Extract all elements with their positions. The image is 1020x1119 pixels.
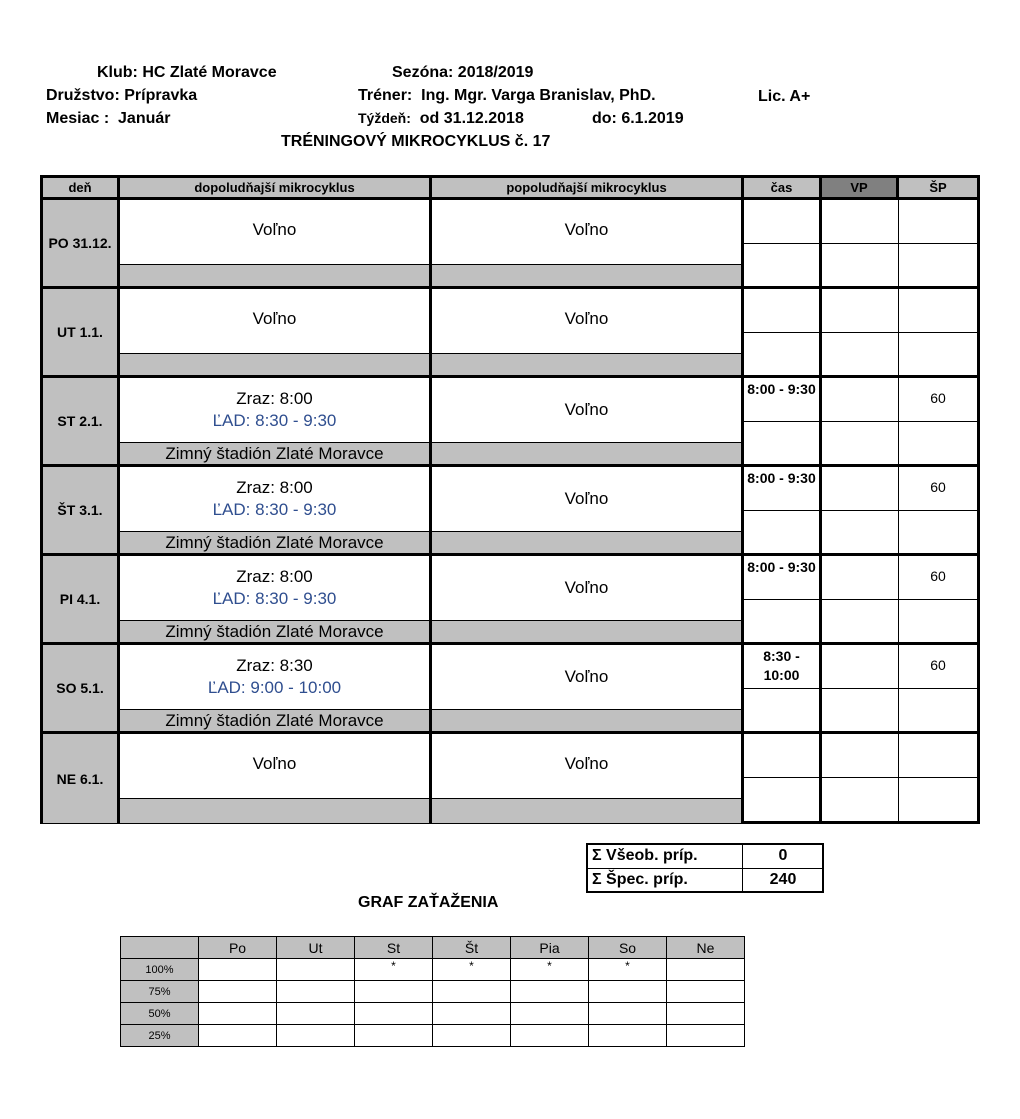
afternoon-location (432, 265, 744, 289)
vp-cell-lower (822, 778, 899, 823)
column-header-afternoon: popoludňajší mikrocyklus (432, 178, 744, 200)
afternoon-activity: Voľno (432, 645, 744, 710)
graph-level-row (121, 981, 745, 1003)
afternoon-activity: Voľno (432, 378, 744, 443)
week-from: od 31.12.2018 (419, 110, 524, 127)
column-header-vp: VP (822, 178, 899, 200)
season-line (392, 64, 533, 82)
coach-label: Tréner: (358, 87, 413, 104)
month-value: Január (118, 110, 171, 127)
morning-activity (120, 645, 432, 710)
sp-cell-lower (899, 600, 977, 645)
morning-location (120, 799, 432, 823)
afternoon-activity: Voľno (432, 734, 744, 799)
graph-mark (667, 1003, 745, 1025)
week-to: do: 6.1.2019 (592, 110, 684, 127)
afternoon-location (432, 354, 744, 378)
coach-line (358, 87, 656, 105)
morning-line-2: ĽAD: 9:00 - 10:00 (207, 678, 342, 697)
morning-activity (120, 467, 432, 532)
time-cell (744, 200, 822, 244)
sum-value: 0 (778, 847, 788, 864)
vp-cell (822, 556, 899, 600)
club-name: HC Zlaté Moravce (142, 64, 277, 81)
sp-cell-lower (899, 244, 977, 289)
afternoon-location (432, 443, 744, 467)
graph-mark (667, 959, 745, 981)
graph-level-label: 50% (121, 1003, 199, 1025)
time-cell-lower (744, 422, 822, 467)
graph-day-header: Pia (511, 937, 589, 959)
graph-header-row (121, 937, 745, 959)
time-cell: 8:00 - 9:30 (744, 467, 822, 511)
column-header-time: čas (744, 178, 822, 200)
afternoon-activity: Voľno (432, 467, 744, 532)
morning-line-1: Voľno (252, 220, 297, 239)
afternoon-activity: Voľno (432, 200, 744, 265)
sum-label: Σ Špec. príp. (592, 871, 688, 888)
graph-day-header: Ut (277, 937, 355, 959)
team-label: Družstvo: (46, 87, 120, 104)
morning-line-2: ĽAD: 8:30 - 9:30 (212, 411, 337, 430)
graph-level-row (121, 959, 745, 981)
graph-day-header: Ne (667, 937, 745, 959)
graph-day-header: Po (199, 937, 277, 959)
morning-activity (120, 734, 432, 799)
graph-mark (355, 1025, 433, 1047)
club-label: Klub: (97, 64, 138, 81)
morning-line-1: Voľno (252, 309, 297, 328)
graph-mark (511, 1025, 589, 1047)
graph-mark: * (433, 959, 511, 981)
morning-line-1: Zraz: 8:00 (236, 478, 313, 497)
day-name: SO 5.1. (43, 645, 120, 734)
vp-cell-lower (822, 244, 899, 289)
vp-cell-lower (822, 422, 899, 467)
morning-line-1: Zraz: 8:00 (236, 389, 313, 408)
graph-mark (277, 981, 355, 1003)
sp-cell: 60 (899, 645, 977, 689)
graph-mark (511, 1003, 589, 1025)
vp-cell (822, 467, 899, 511)
morning-location: Zimný štadión Zlaté Moravce (120, 621, 432, 645)
graph-mark (355, 981, 433, 1003)
vp-cell (822, 289, 899, 333)
sp-cell: 60 (899, 467, 977, 511)
time-cell-lower (744, 511, 822, 556)
time-cell-lower (744, 333, 822, 378)
sum-box (586, 843, 824, 893)
time-cell-lower (744, 244, 822, 289)
time-cell: 8:30 - 10:00 (744, 645, 822, 689)
month-line (46, 110, 171, 128)
afternoon-location (432, 532, 744, 556)
season-label: Sezóna: (392, 64, 454, 81)
graph-mark (667, 1025, 745, 1047)
graph-mark (199, 981, 277, 1003)
graph-mark (277, 1003, 355, 1025)
sp-cell-lower (899, 511, 977, 556)
graph-level-row (121, 1003, 745, 1025)
sp-cell (899, 289, 977, 333)
time-cell: 8:00 - 9:30 (744, 556, 822, 600)
graph-mark (667, 981, 745, 1003)
license-value: Lic. A+ (758, 88, 811, 105)
divider (742, 845, 743, 891)
column-header-sp: ŠP (899, 178, 977, 200)
season-value: 2018/2019 (457, 64, 534, 81)
graph-mark: * (511, 959, 589, 981)
graph-level-label: 100% (121, 959, 199, 981)
team-value: Prípravka (124, 87, 198, 104)
morning-line-1: Voľno (252, 754, 297, 773)
graph-mark (277, 1025, 355, 1047)
sp-cell-lower (899, 333, 977, 378)
week-label: Týždeň: (358, 110, 411, 126)
vp-cell-lower (822, 333, 899, 378)
graph-mark (277, 959, 355, 981)
graph-mark (433, 981, 511, 1003)
team-line (46, 87, 197, 105)
graph-title: GRAF ZAŤAŽENIA (358, 894, 499, 911)
graph-mark: * (355, 959, 433, 981)
graph-mark (433, 1025, 511, 1047)
afternoon-location (432, 799, 744, 823)
sp-cell (899, 200, 977, 244)
morning-activity (120, 289, 432, 354)
vp-cell-lower (822, 689, 899, 734)
time-cell-lower (744, 689, 822, 734)
vp-cell-lower (822, 600, 899, 645)
vp-cell (822, 645, 899, 689)
graph-corner (121, 937, 199, 959)
graph-level-label: 25% (121, 1025, 199, 1047)
morning-location: Zimný štadión Zlaté Moravce (120, 443, 432, 467)
graph-mark: * (589, 959, 667, 981)
page-title: TRÉNINGOVÝ MIKROCYKLUS č. 17 (281, 133, 551, 150)
vp-cell (822, 378, 899, 422)
vp-cell (822, 734, 899, 778)
afternoon-location (432, 621, 744, 645)
graph-level-row (121, 1025, 745, 1047)
afternoon-activity: Voľno (432, 289, 744, 354)
sum-row-special (588, 869, 822, 892)
graph-mark (589, 981, 667, 1003)
sp-cell (899, 734, 977, 778)
time-cell: 8:00 - 9:30 (744, 378, 822, 422)
graph-mark (199, 1025, 277, 1047)
graph-mark (199, 1003, 277, 1025)
morning-line-1: Zraz: 8:00 (236, 567, 313, 586)
morning-location: Zimný štadión Zlaté Moravce (120, 710, 432, 734)
graph-mark (589, 1003, 667, 1025)
day-name: PO 31.12. (43, 200, 120, 289)
morning-location (120, 354, 432, 378)
graph-day-header: Št (433, 937, 511, 959)
graph-mark (589, 1025, 667, 1047)
sp-cell-lower (899, 778, 977, 823)
sum-value: 240 (769, 871, 797, 888)
graph-mark (511, 981, 589, 1003)
sum-label: Σ Všeob. príp. (592, 847, 698, 864)
time-cell (744, 734, 822, 778)
morning-activity (120, 378, 432, 443)
vp-cell-lower (822, 511, 899, 556)
graph-day-header: St (355, 937, 433, 959)
graph-day-header: So (589, 937, 667, 959)
sp-cell-lower (899, 422, 977, 467)
week-line (358, 110, 524, 128)
month-label: Mesiac : (46, 110, 110, 127)
sum-row-general (588, 845, 822, 869)
day-name: PI 4.1. (43, 556, 120, 645)
time-cell-lower (744, 600, 822, 645)
graph-mark (433, 1003, 511, 1025)
afternoon-location (432, 710, 744, 734)
afternoon-activity: Voľno (432, 556, 744, 621)
schedule-table (40, 175, 980, 824)
load-graph-table (120, 936, 745, 1047)
time-cell (744, 289, 822, 333)
day-name: ST 2.1. (43, 378, 120, 467)
sp-cell-lower (899, 689, 977, 734)
graph-level-label: 75% (121, 981, 199, 1003)
graph-mark (355, 1003, 433, 1025)
morning-location (120, 265, 432, 289)
club-line (97, 64, 277, 82)
day-name: UT 1.1. (43, 289, 120, 378)
morning-activity (120, 200, 432, 265)
coach-value: Ing. Mgr. Varga Branislav, PhD. (421, 87, 656, 104)
sp-cell: 60 (899, 556, 977, 600)
day-name: NE 6.1. (43, 734, 120, 823)
sp-cell: 60 (899, 378, 977, 422)
morning-line-1: Zraz: 8:30 (236, 656, 313, 675)
vp-cell (822, 200, 899, 244)
morning-location: Zimný štadión Zlaté Moravce (120, 532, 432, 556)
graph-mark (199, 959, 277, 981)
morning-line-2: ĽAD: 8:30 - 9:30 (212, 589, 337, 608)
column-header-morning: dopoludňajší mikrocyklus (120, 178, 432, 200)
day-name: ŠT 3.1. (43, 467, 120, 556)
time-cell-lower (744, 778, 822, 823)
column-header-day: deň (43, 178, 120, 200)
morning-line-2: ĽAD: 8:30 - 9:30 (212, 500, 337, 519)
morning-activity (120, 556, 432, 621)
